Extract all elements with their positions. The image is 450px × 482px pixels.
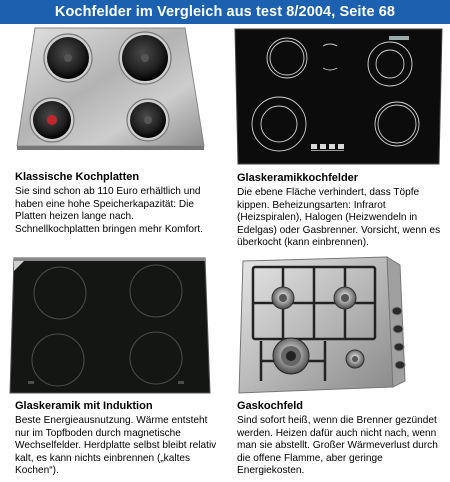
card-description: Sie sind schon ab 110 Euro erhältlich und haben eine hohe Speicherkapazität: Die Platten heizen lange nach. Schnellkochplatten bringen mehr Komfort. — [15, 186, 203, 235]
cooktop-card-gas — [225, 253, 450, 482]
page-title: Kochfelder im Vergleich aus test 8/2004, Seite 68 — [0, 0, 450, 24]
cooktop-card-classic — [0, 24, 225, 253]
cooktop-card-ceramic — [225, 24, 450, 253]
ceramic-cooktop-image — [225, 24, 450, 169]
card-description: Die ebene Fläche verhindert, dass Töpfe kippen. Beheizungsarten: Infrarot (Heizspiralen), Halogen (Heizwendeln in Edelgas) oder Gasbrenner. Vorsicht, wenn es überkocht (kann einbrennen). — [237, 187, 441, 249]
card-title: Gaskochfeld — [237, 400, 304, 412]
card-title: Glaskeramik mit Induktion — [15, 400, 153, 412]
cooktop-card-induction — [0, 253, 225, 482]
induction-cooktop-image — [0, 253, 225, 398]
card-description: Beste Energieausnutzung. Wärme entsteht nur im Topfboden durch magnetische Wechselfelder. Herdplatte selbst bleibt relativ kalt, es kann nichts einbrennen („kaltes Kochen“). — [15, 415, 217, 477]
card-description: Sind sofort heiß, wenn die Brenner gezündet werden. Heizen dafür auch nicht nach, wenn man sie abstellt. Großer Wärmeverlust durch die offene Flamme, aber geringe Energiekosten. — [237, 415, 438, 477]
gas-cooktop-image — [225, 253, 450, 398]
card-title: Glaskeramikkochfelder — [237, 172, 359, 184]
card-title: Klassische Kochplatten — [15, 171, 140, 183]
classic-cooktop-image — [0, 24, 225, 169]
